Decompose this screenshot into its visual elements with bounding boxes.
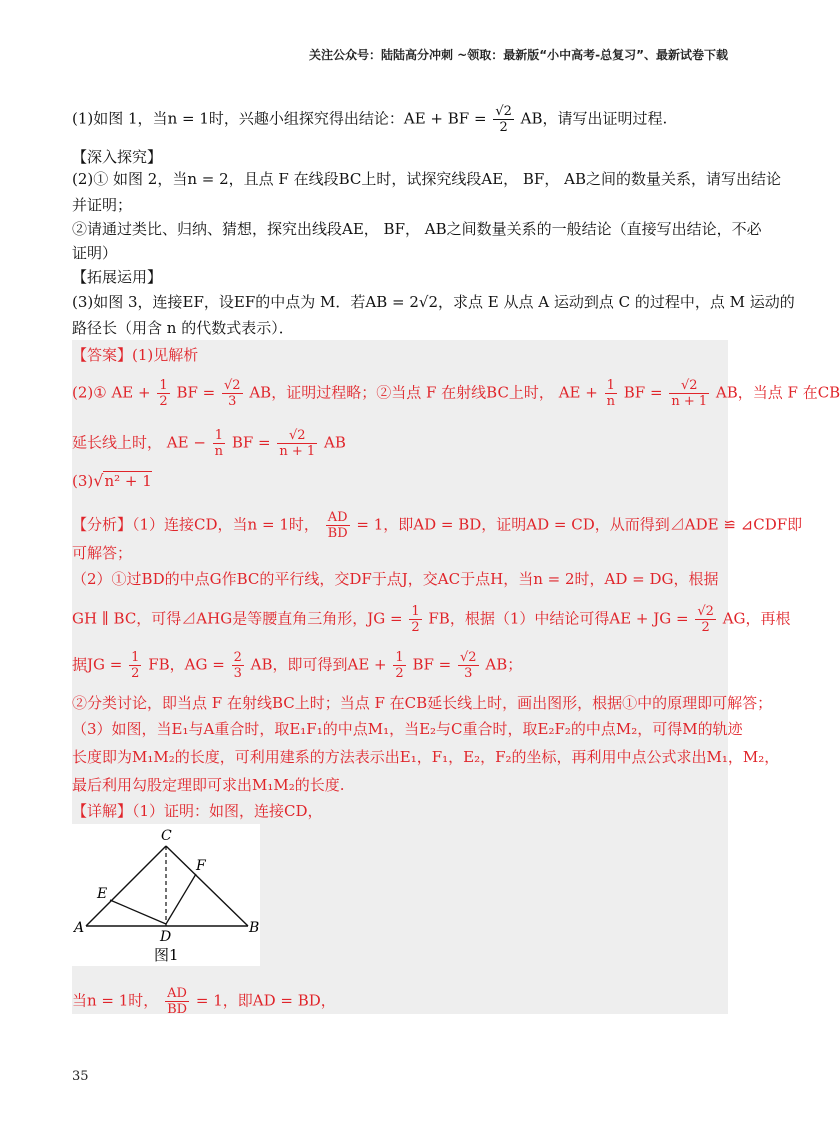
an1-fn: AD xyxy=(327,510,348,525)
a3-f1d: n xyxy=(214,444,224,459)
an5-fn: 1 xyxy=(131,650,140,665)
a2-mid2: BF = xyxy=(623,383,663,402)
an4-fd: 2 xyxy=(411,620,420,635)
section-ext: 【拓展运用】 xyxy=(72,268,163,286)
an4-mid: FB，根据（1）中结论可得AE + JG = xyxy=(428,609,689,628)
q3-line1: (3)如图 3，连接EF，设EF的中点为 M．若AB = 2√2，求点 E 从点 A 运动到点 C 的过程中，点 M 运动的 xyxy=(72,293,795,311)
q1-frac-num: √2 xyxy=(495,104,512,119)
an4-frac1 xyxy=(409,604,421,635)
triangle-diagram xyxy=(72,824,260,966)
answer-2 xyxy=(72,378,840,409)
section-deep: 【深入探究】 xyxy=(72,148,163,166)
detail-last xyxy=(72,986,336,1017)
q1-suffix: AB，请写出证明过程. xyxy=(520,109,668,128)
a2-frac2 xyxy=(222,378,243,409)
dl-post: = 1，即AD = BD， xyxy=(195,991,336,1010)
a2-frac4 xyxy=(669,378,709,409)
segment-ed xyxy=(110,900,166,924)
q3-line2: 路径长（用含 n 的代数式表示）． xyxy=(72,319,294,337)
an5-pre: 据JG = xyxy=(72,655,123,674)
an5-post: AB； xyxy=(485,655,523,674)
q2b-line1: ②请通过类比、归纳、猜想，探究出线段AE， BF， AB之间数量关系的一般结论（直接写出结论，不必 xyxy=(72,220,762,238)
an5-mid2: AB，即可得到AE + xyxy=(250,655,387,674)
an5-f3d: 2 xyxy=(395,666,404,681)
an5-frac3 xyxy=(393,650,405,681)
an1-pre: 【分析】（1）连接CD，当n = 1时， xyxy=(72,515,319,534)
page-number: 35 xyxy=(72,1069,89,1084)
an5-frac2 xyxy=(232,650,244,681)
analysis-5 xyxy=(72,650,522,681)
an4-frac2 xyxy=(695,604,716,635)
label-d: D xyxy=(160,929,172,945)
an5-f3n: 1 xyxy=(395,650,404,665)
a2-f1d: 2 xyxy=(159,394,168,409)
an5-frac1 xyxy=(129,650,141,681)
an5-fd: 2 xyxy=(131,666,140,681)
a3-frac2 xyxy=(277,428,317,459)
a2-f1n: 1 xyxy=(159,378,168,393)
detail-1: 【详解】（1）证明：如图，连接CD， xyxy=(72,802,323,820)
label-f: F xyxy=(196,858,206,874)
q1-cond: n = 1时，兴趣小组探究得出结论：AE + BF = xyxy=(167,109,487,128)
label-c: C xyxy=(161,828,172,844)
an4-fn: 1 xyxy=(411,604,420,619)
a3-end: AB xyxy=(323,433,346,452)
an1-fd: BD xyxy=(327,526,348,541)
answer-3 xyxy=(72,428,346,459)
a3-pre: 延长线上时， AE − xyxy=(72,433,206,452)
an4-pre: GH ∥ BC，可得⊿AHG是等腰直角三角形，JG = xyxy=(72,609,403,628)
an4-f2d: 2 xyxy=(695,619,716,635)
page-header: 关注公众号：陆陆高分冲刺 ~领取：最新版“小中高考-总复习”、最新试卷下载 xyxy=(309,48,728,62)
an5-f4n: √2 xyxy=(460,650,477,665)
an1-frac xyxy=(326,510,350,541)
analysis-8: 长度即为M₁M₂的长度，可利用建系的方法表示出E₁，F₁，E₂，F₂的坐标，再利用中点公式求出M₁，M₂， xyxy=(72,748,780,766)
a2-f3d: n xyxy=(606,394,615,409)
a2-f2n: √2 xyxy=(224,378,241,393)
a3-mid: BF = xyxy=(231,433,271,452)
question-1 xyxy=(72,104,667,135)
analysis-6: ②分类讨论，即当点 F 在射线BC上时；当点 F 在CB延长线上时，画出图形，根据①中的原理即可解答； xyxy=(72,694,773,712)
a2-mid: BF = xyxy=(176,383,216,402)
segment-df xyxy=(166,874,196,924)
answer-1: 【答案】(1)见解析 xyxy=(72,346,199,364)
an5-f2n: 2 xyxy=(233,650,242,665)
a2-frac1 xyxy=(157,378,169,409)
q2a-line1: (2)① 如图 2，当n = 2，且点 F 在线段BC上时，试探究线段AE， BF， AB之间的数量关系，请写出结论 xyxy=(72,170,781,188)
label-e: E xyxy=(97,886,108,902)
q1-fraction xyxy=(493,104,514,135)
figure-caption: 图1 xyxy=(154,946,179,964)
an5-mid: FB，AG = xyxy=(148,655,225,674)
q1-prefix: (1)如图 1，当 xyxy=(72,109,168,128)
a2-f4d: n + 1 xyxy=(671,394,708,409)
q2a-line2: 并证明； xyxy=(72,196,133,214)
dl-pre: 当n = 1时， xyxy=(72,991,159,1010)
a3-f1n: 1 xyxy=(214,428,223,443)
analysis-9: 最后利用勾股定理即可求出M₁M₂的长度. xyxy=(72,776,345,794)
dl-fd: BD xyxy=(167,1002,188,1017)
an4-post: AG，再根 xyxy=(722,609,791,628)
dl-fn: AD xyxy=(167,986,187,1001)
label-a: A xyxy=(74,920,85,936)
an1-post: = 1，即AD = BD，证明AD = CD，从而得到⊿ADE ≌ ⊿CDF即 xyxy=(356,515,803,534)
an5-mid3: BF = xyxy=(412,655,452,674)
a3-f2d: n + 1 xyxy=(279,444,316,459)
a2-pre: (2)① AE + xyxy=(72,383,151,402)
a3-f2n: √2 xyxy=(289,428,306,443)
analysis-4 xyxy=(72,604,791,635)
analysis-1 xyxy=(72,510,802,541)
dl-frac xyxy=(165,986,189,1017)
a2-frac3 xyxy=(605,378,617,409)
a2-f2d: 3 xyxy=(222,393,243,409)
an5-f2d: 3 xyxy=(233,666,242,681)
analysis-7: （3）如图，当E₁与A重合时，取E₁F₁的中点M₁，当E₂与C重合时，取E₂F₂的中点M₂，可得M的轨迹 xyxy=(72,720,743,738)
a3-frac1 xyxy=(213,428,225,459)
an4-f2n: √2 xyxy=(697,604,714,619)
a4-pre: (3) xyxy=(72,472,94,490)
an5-f4d: 3 xyxy=(458,665,479,681)
a2-end: AB，当点 F 在CB xyxy=(715,383,840,402)
analysis-2: 可解答； xyxy=(72,544,133,562)
a2-f3n: 1 xyxy=(606,378,615,393)
q2b-line2: 证明） xyxy=(72,244,118,262)
analysis-3: （2）①过BD的中点G作BC的平行线，交DF于点J，交AC于点H，当n = 2时，AD = DG，根据 xyxy=(72,570,719,588)
label-b: B xyxy=(249,920,260,936)
a2-f4n: √2 xyxy=(680,378,698,393)
sqrt-sign: √ xyxy=(93,471,104,490)
an5-frac4 xyxy=(458,650,479,681)
figure-1 xyxy=(72,824,260,966)
segment-cb xyxy=(166,846,248,926)
a4-sqrt: n² + 1 xyxy=(104,472,152,490)
answer-4 xyxy=(72,470,152,492)
q1-frac-den: 2 xyxy=(493,119,514,135)
a2-post: AB，证明过程略；②当点 F 在射线BC上时， AE + xyxy=(249,383,598,402)
